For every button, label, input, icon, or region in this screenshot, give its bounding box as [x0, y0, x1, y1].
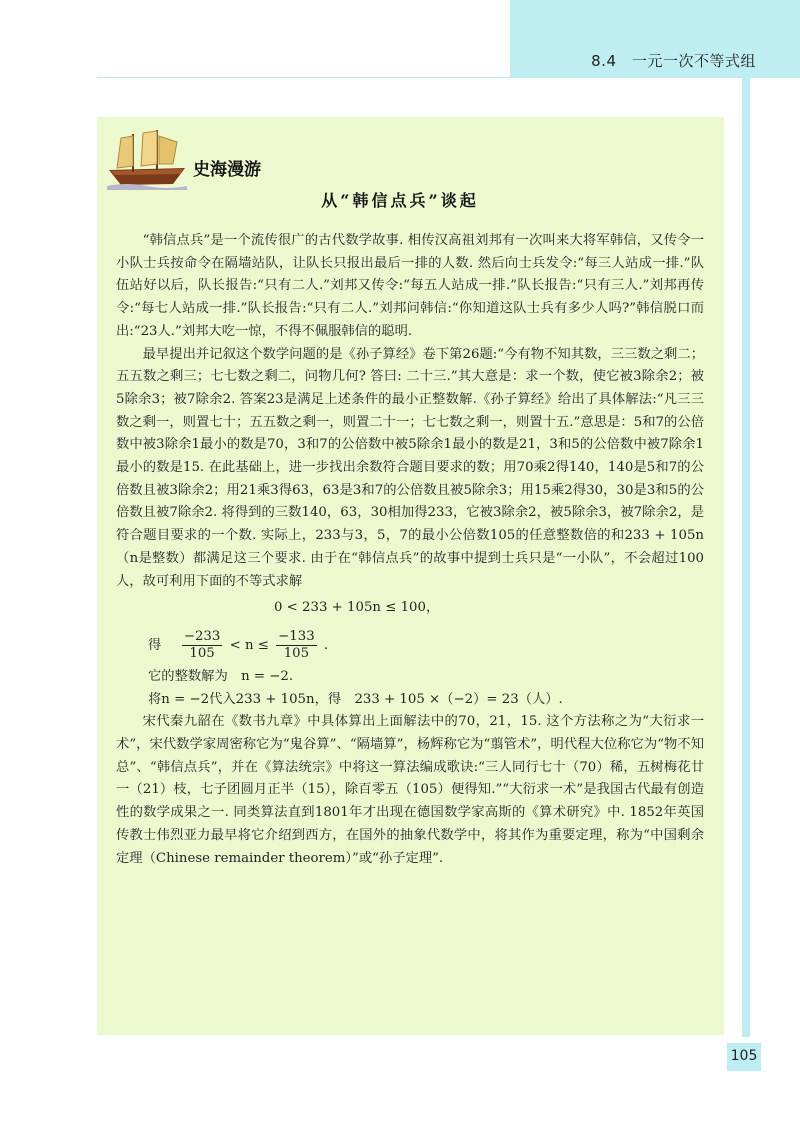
paragraph-story: “韩信点兵”是一个流传很广的古代数学故事. 相传汉高祖刘邦有一次叫来大将军韩信，又传令一小队士兵按命令在隔墙站队，让队长只报出最后一排的人数. 然后向士兵发令:“每三人站成一排.”队伍站好以后，队长报告:“只有二人.”刘邦又传令:“每五人站成一排.”队长报告:“只有三人.”刘邦再传令:“每七人站成一排.”队长报告:“只有二人.”刘邦问韩信:“你知道这队士兵有多少人吗?”韩信脱口而出:“23人.”刘邦大吃一惊，不得不佩服韩信的聪明.	[116, 233, 704, 339]
fraction-inequality	[116, 626, 704, 666]
inequality: 0 < 233 + 105n ≤ 100，	[274, 600, 440, 616]
fraction-lower-denominator: 105	[189, 645, 215, 661]
page-number: 105	[730, 1048, 758, 1064]
fraction-upper-numerator: −133	[278, 628, 315, 644]
sailing-ship-icon	[107, 128, 187, 190]
fraction-upper	[276, 629, 317, 662]
article-body	[116, 230, 704, 870]
paragraph-sunzi: 最早提出并记叙这个数学问题的是《孙子算经》卷下第26题:“今有物不知其数，三三数之剩二；五五数之剩三；七七数之剩二，问物几何? 答曰: 二十三.”其大意是：求一个数，使它被3除余2；被5除余3；被7除余2. 答案23是满足上述条件的最小正整数解.《孙子算经》给出了具体解法:“凡三三数之剩一，则置七十；五五数之剩一，则置二十一；七七数之剩一，则置十五.”意思是：5和7的公倍数中被3除余1最小的数是70，3和7的公倍数中被5除余1最小的数是21，3和5的公倍数中被7除余1最小的数是15. 在此基础上，进一步找出余数符合题目要求的数；用70乘2得140，140是5和7的公倍数且被3除余2；用21乘3得63，63是3和7的公倍数且被5除余3；用15乘2得30，30是3和5的公倍数且被7除余2. 将得到的三数140，63，30相加得233，它被3除余2，被5除余3，被7除余2，是符合题目要求的一个数. 实际上，233与3，5，7的最小公倍数105的任意整数倍的和233 + 105n（n是整数）都满足这三个要求. 由于在“韩信点兵”的故事中提到士兵只是“一小队”，不会超过100人，故可利用下面的不等式求解	[116, 346, 704, 589]
fraction-middle: < n ≤	[229, 637, 269, 653]
article-title: 从“韩信点兵”谈起	[321, 191, 479, 210]
integer-solution: 它的整数解为 n = −2.	[148, 668, 294, 684]
paragraph-qin-jiushao: 宋代秦九韶在《数书九章》中具体算出上面解法中的70，21，15. 这个方法称之为“大衍求一术”，宋代数学家周密称它为“鬼谷算”、“隔墙算”，杨辉称它为“翦管术”，明代程大位称它为“物不知总”、“韩信点兵”，并在《算法统宗》中将这一算法编成歌诀:“三人同行七十（70）稀，五树梅花廿一（21）枝，七子团圆月正半（15），除百零五（105）便得知.”“大衍求一术”是我国古代最有创造性的数学成果之一. 同类算法直到1801年才出现在德国数学家高斯的《算术研究》中. 1852年英国传教士伟烈亚力最早将它介绍到西方，在国外的抽象代数学中，将其作为重要定理，称为“中国剩余定理（Chinese remainder theorem）”或“孙子定理”.	[116, 714, 704, 866]
fraction-suffix: .	[323, 637, 329, 653]
fraction-prefix: 得	[148, 637, 162, 653]
side-margin-bar	[742, 77, 750, 1037]
chapter-heading: 8.4 一元一次不等式组	[591, 52, 756, 70]
fraction-lower-numerator: −233	[183, 628, 221, 644]
fraction-upper-denominator: 105	[283, 645, 310, 661]
substitution-line: 将n = −2代入233 + 105n，得 233 + 105 ×（−2）= 23（人）.	[148, 691, 563, 707]
fraction-lower	[182, 629, 223, 662]
header-divider	[97, 77, 800, 78]
section-label: 史海漫游	[193, 160, 261, 180]
